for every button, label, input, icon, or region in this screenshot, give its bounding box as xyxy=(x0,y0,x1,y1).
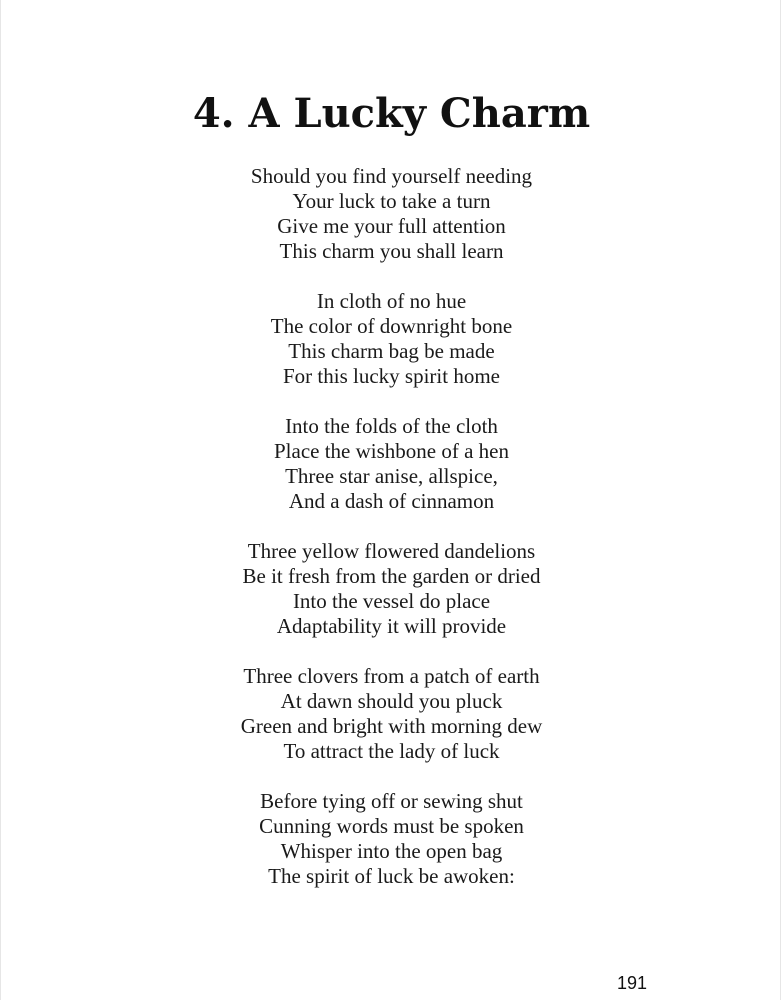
poem-line: And a dash of cinnamon xyxy=(288,489,495,513)
poem-line: Before tying off or sewing shut xyxy=(260,789,523,813)
stanza-4 xyxy=(1,539,781,639)
poem-line: Place the wishbone of a hen xyxy=(273,439,509,463)
poem-line: This charm you shall learn xyxy=(279,239,504,263)
poem-line: To attract the lady of luck xyxy=(283,739,500,763)
poem-line: Be it fresh from the garden or dried xyxy=(242,564,541,588)
poem xyxy=(1,164,781,914)
poem-line: Into the vessel do place xyxy=(292,589,491,613)
poem-line: At dawn should you pluck xyxy=(280,689,503,713)
poem-line: Give me your full attention xyxy=(277,214,506,238)
poem-line: Three star anise, allspice, xyxy=(285,464,498,488)
stanza-2 xyxy=(1,289,781,389)
poem-line: For this lucky spirit home xyxy=(283,364,500,388)
poem-line: Green and bright with morning dew xyxy=(240,714,543,738)
stanza-5 xyxy=(1,664,781,764)
page-number: 191 xyxy=(617,973,648,993)
poem-line: The spirit of luck be awoken: xyxy=(268,864,515,888)
stanza-3 xyxy=(1,414,781,514)
stanza-1 xyxy=(1,164,781,264)
poem-line: Whisper into the open bag xyxy=(280,839,503,863)
poem-line: Your luck to take a turn xyxy=(292,189,491,213)
stanza-6 xyxy=(1,789,781,889)
poem-line: In cloth of no hue xyxy=(316,289,467,313)
poem-line: Three clovers from a patch of earth xyxy=(243,664,540,688)
poem-line: Adaptability it will provide xyxy=(276,614,507,638)
poem-line: Three yellow flowered dandelions xyxy=(247,539,536,563)
poem-line: Cunning words must be spoken xyxy=(259,814,524,838)
poem-line: Should you find yourself needing xyxy=(250,164,533,188)
poem-line: Into the folds of the cloth xyxy=(285,414,498,438)
poem-line: The color of downright bone xyxy=(270,314,513,338)
page-title: 4. A Lucky Charm xyxy=(192,90,591,137)
poem-line: This charm bag be made xyxy=(288,339,495,363)
